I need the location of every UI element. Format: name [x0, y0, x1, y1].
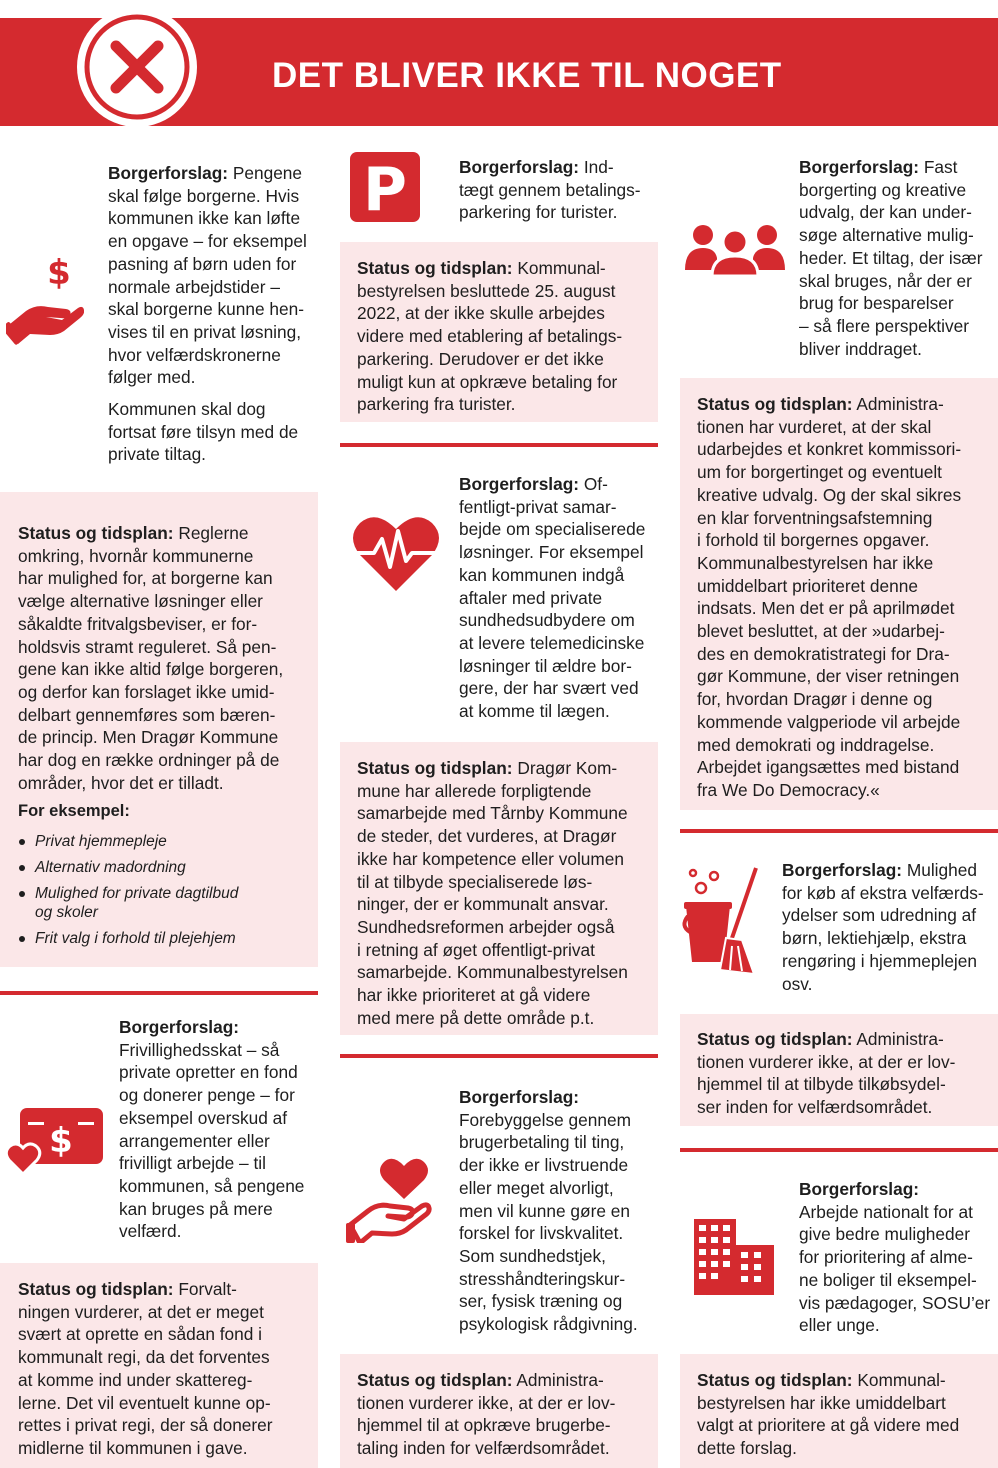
proposal-label: Borgerforslag:: [108, 163, 229, 183]
apartment-building-icon: [694, 1219, 774, 1295]
list-item: Alternativ madordning: [18, 858, 308, 877]
x-mark-icon: [77, 0, 197, 134]
list-item: Mulighed for private dagtilbud og skoler: [18, 884, 308, 922]
status-label: Status og tidsplan:: [18, 523, 174, 543]
list-item: Frit valg i forhold til plejehjem: [18, 929, 308, 948]
proposal-label: Borgerforslag:: [459, 157, 580, 177]
proposal-text-7: Borgerforslag: Mulighed for køb af ekstra velfærds- ydelser som udredning af børn, lektiehjælp, ekstra rengøring i hjemmeplejen osv.: [782, 860, 984, 994]
status-box-5: Status og tidsplan: Administra- tionen vurderer ikke, at der er lov- hjemmel til at opkræve brugerbe- taling inden for velfærdsområdet.: [340, 1354, 658, 1468]
divider: [680, 829, 998, 833]
proposal-label: Borgerforslag:: [782, 860, 903, 880]
proposal-text-6: Borgerforslag: Fast borgerting og kreative udvalg, der kan under- søge alternative mulig- heder. Et tiltag, der især skal bruges, når der er brug for besparelser – så flere perspektiver bliver inddraget.: [799, 157, 983, 359]
heart-money-card-icon: [6, 1108, 103, 1174]
proposal-label: Borgerforslag:: [459, 1087, 580, 1107]
status-label: Status og tidsplan:: [697, 1370, 853, 1390]
status-label: Status og tidsplan:: [357, 758, 513, 778]
proposal-label: Borgerforslag:: [459, 474, 580, 494]
svg-text:P: P: [363, 155, 407, 222]
parking-icon: [350, 152, 420, 222]
status-box-2: Status og tidsplan: Forvalt- ningen vurderer, at det er meget svært at oprette en sådan fond i kommunalt regi, da det forventes at komme ind under skattereg- lerne. Det vil eventuelt kunne op- rettes i privat regi, der så donerer midlerne til kommunen i gave.: [0, 1263, 318, 1468]
proposal-label: Borgerforslag:: [799, 157, 920, 177]
proposal-text-8: Borgerforslag: Arbejde nationalt for at give bedre muligheder for prioritering af alme- ne boliger til eksempel- vis pædagoger, SOSU’er eller unge.: [799, 1179, 991, 1336]
hand-dollar-icon: [6, 256, 84, 346]
status-label: Status og tidsplan:: [357, 258, 513, 278]
proposal-label: Borgerforslag:: [119, 1017, 240, 1037]
divider: [340, 443, 658, 447]
proposal-label: Borgerforslag:: [799, 1179, 920, 1199]
divider: [0, 991, 318, 995]
proposal-note-1: Kommunen skal dog fortsat føre tilsyn med de private tiltag.: [108, 399, 299, 465]
proposal-text-5: Borgerforslag: Forebyggelse gennem brugerbetaling til ting, der ikke er livstruende eller meget alvorligt, men vil kunne gøre en forskel for livskvalitet. Som sundhedstjek, stresshåndteringskur- ser, fysisk træning og psykologisk rådgivning.: [459, 1087, 638, 1335]
status-box-3: Status og tidsplan: Kommunal- bestyrelsen besluttede 25. august 2022, at der ikke skulle arbejdes videre med etablering af betalings- parkering. Derudover er det ikke muligt kun at opkræve betaling for parkering fra turister.: [340, 242, 658, 422]
proposal-text-1: Borgerforslag: Pengene skal følge borgerne. Hvis kommunen ikke kan løfte en opgave – for eksempel pasning af børn uden for normale arbejdstider – skal borgerne kunne hen- vises til en privat løsning, hvor velfærdskronerne følger med.: [108, 163, 307, 388]
proposal-text-4: Borgerforslag: Of- fentligt-privat samar- bejde om specialiserede løsninger. For eksempel kan kommunen indgå aftaler med private sundhedsudbydere om at levere telemedicinske løsninger til ældre bor- gere, der har svært ved at komme til lægen.: [459, 474, 646, 722]
hand-heart-icon: [346, 1153, 438, 1243]
status-box-4: Status og tidsplan: Dragør Kom- mune har allerede forpligtende samarbejde med Tårnby Kommune de steder, det vurderes, at Dragør ikke har kompetence eller volumen til at tilbyde specialiserede løs- ninger, der er kommunalt ansvar. Sundhedsreformen arbejder også i retning af øget offentligt-privat samarbejde. Kommunalbestyrelsen har ikke prioriteret at gå videre med mere på dette område p.t.: [340, 742, 658, 1035]
examples-list: [18, 832, 308, 955]
divider: [680, 1148, 998, 1152]
page-title: DET BLIVER IKKE TIL NOGET: [272, 56, 782, 95]
list-item: Privat hjemmepleje: [18, 832, 308, 851]
svg-text:$: $: [49, 1121, 73, 1161]
proposal-text-3: Borgerforslag: Ind- tægt gennem betalings- parkering for turister.: [459, 157, 641, 223]
status-box-1: Status og tidsplan: Reglerne omkring, hvornår kommunerne har mulighed for, at borgerne kan vælge alternative løsninger eller såkaldte fritvalgsbeviser, er for- holdsvis stramt reguleret. Så pen- gene kan ikke altid følge borgeren, og derfor kan forslaget ikke umid- delbart gennemføres som bæren- de princip. Men Dragør Kommune har dog en række ordninger på de områder, hvor det er tilladt. For eksempel: Privat hjemmepleje Alternativ madordning Mulighed for private dagtilbud og skoler Frit valg i forhold til plejehjem: [0, 492, 318, 967]
heartbeat-icon: [352, 513, 440, 593]
status-label: Status og tidsplan:: [18, 1279, 174, 1299]
status-box-6: Status og tidsplan: Administra- tionen har vurderet, at der skal udarbejdes et konkret kommissori- um for borgertinget og eventuelt kreative udvalg. Og der skal sikres en klar forventningsafstemning i forhold til borgernes opgaver. Kommunalbestyrelsen har ikke umiddelbart prioriteret denne indsats. Men det er på aprilmødet blevet besluttet, at der »udarbej- des en demokratistrategi for Dra- gør Kommune, der viser retningen for, hvordan Dragør i denne og kommende valgperiode vil arbejde med demokrati og inddragelse. Arbejdet igangsættes med bistand fra We Do Democracy.«: [680, 378, 998, 810]
status-label: Status og tidsplan:: [697, 394, 853, 414]
status-label: Status og tidsplan:: [697, 1029, 853, 1049]
status-box-8: Status og tidsplan: Kommunal- bestyrelsen har ikke umiddelbart valgt at prioritere at gå videre med dette forslag.: [680, 1354, 998, 1468]
divider: [340, 1054, 658, 1058]
people-group-icon: [685, 218, 785, 276]
proposal-text-2: Borgerforslag: Frivillighedsskat – så private opretter en fond og donerer penge – for eksempel overskud af arrangementer eller frivilligt arbejde – til kommunen, så pengene kan bruges på mere velfærd.: [119, 1017, 305, 1242]
svg-text:$: $: [47, 256, 71, 293]
status-label: Status og tidsplan:: [357, 1370, 513, 1390]
status-box-7: Status og tidsplan: Administra- tionen vurderer ikke, at der er lov- hjemmel til at tilbyde tilkøbsydel- ser inden for velfærdsområdet.: [680, 1014, 998, 1126]
cleaning-bucket-broom-icon: [680, 866, 758, 978]
examples-title: For eksempel:: [18, 802, 130, 820]
